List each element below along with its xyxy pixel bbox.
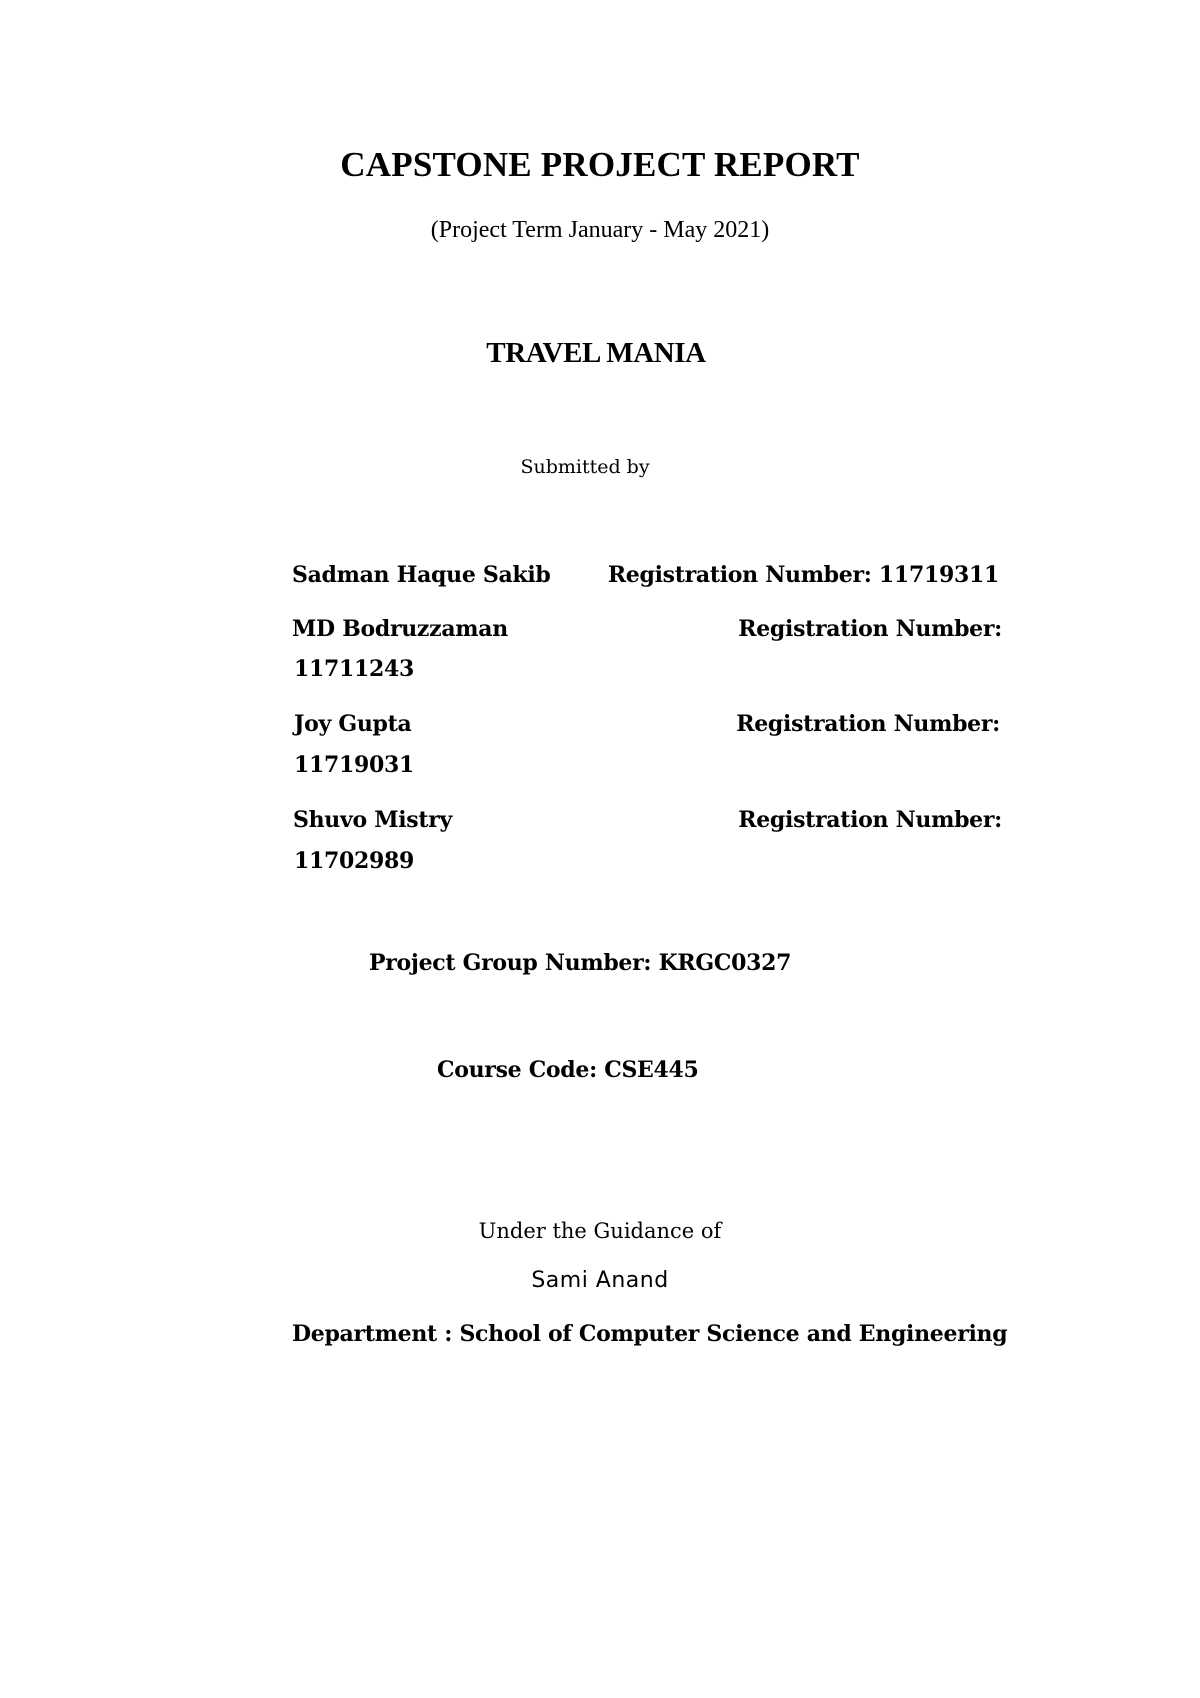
department: Department : School of Computer Science and Engineering xyxy=(292,1321,1008,1347)
course-code: Course Code: CSE445 xyxy=(437,1057,699,1083)
guide-name: Sami Anand xyxy=(531,1268,669,1293)
member-registration-label: Registration Number: xyxy=(738,807,1002,833)
member-name: Joy Gupta xyxy=(294,711,412,737)
member-registration-label: Registration Number: 11719311 xyxy=(607,562,999,588)
guidance-label: Under the Guidance of xyxy=(478,1219,722,1243)
member-registration-label: Registration Number: xyxy=(738,616,1002,642)
project-term: (Project Term January - May 2021) xyxy=(430,217,770,243)
member-registration-number: 11711243 xyxy=(294,656,415,682)
member-name: Sadman Haque Sakib xyxy=(292,562,551,588)
project-group-number: Project Group Number: KRGC0327 xyxy=(369,950,792,976)
member-name: Shuvo Mistry xyxy=(293,807,453,833)
report-title: CAPSTONE PROJECT REPORT xyxy=(340,145,860,184)
member-registration-number: 11702989 xyxy=(294,848,415,874)
member-registration-number: 11719031 xyxy=(294,752,415,778)
member-name: MD Bodruzzaman xyxy=(292,616,508,642)
member-registration-label: Registration Number: xyxy=(736,711,1000,737)
submitted-by-label: Submitted by xyxy=(520,456,650,478)
project-name: TRAVEL MANIA xyxy=(486,337,706,369)
